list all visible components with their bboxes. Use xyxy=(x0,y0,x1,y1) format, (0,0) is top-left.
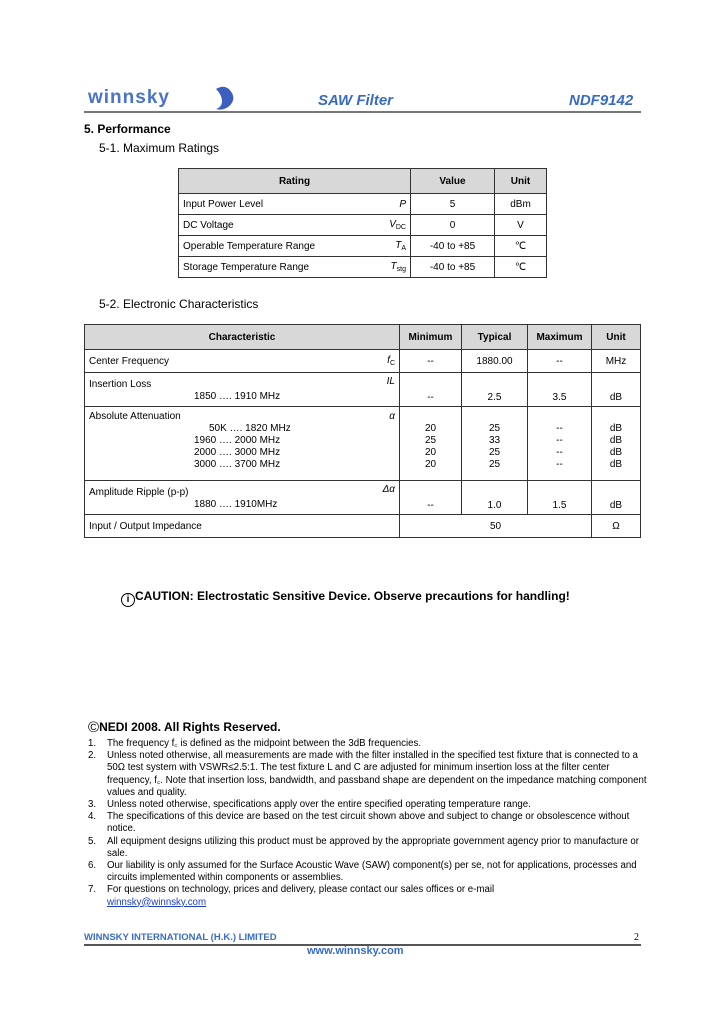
table-row xyxy=(179,194,547,215)
note-item: 4. The specifications of this device are based on the test circuit shown above and subject to change or obsolescence without notice. xyxy=(88,811,630,835)
char-symbol: IL xyxy=(361,373,400,407)
header-divider xyxy=(84,111,641,113)
footer-website-link[interactable]: www.winnsky.com xyxy=(307,945,404,957)
table-row xyxy=(179,257,547,278)
char-symbol: Δα xyxy=(361,481,400,515)
rating-unit: ℃ xyxy=(495,257,547,278)
rating-unit: ℃ xyxy=(495,236,547,257)
char-symbol: α xyxy=(361,407,400,481)
col-characteristic: Characteristic xyxy=(85,325,400,350)
char-unit: dB xyxy=(592,481,641,515)
col-value: Value xyxy=(411,169,495,194)
table-header-row xyxy=(179,169,547,194)
char-max: -- xyxy=(528,350,592,373)
table-row xyxy=(85,515,641,538)
rating-value: 5 xyxy=(411,194,495,215)
table-row xyxy=(85,373,641,407)
char-unit: dB xyxy=(592,373,641,407)
char-name: Amplitude Ripple (p-p) 1880 …. 1910MHz xyxy=(85,481,362,515)
char-min: -- xyxy=(400,481,462,515)
char-max: 1.5 xyxy=(528,481,592,515)
col-minimum: Minimum xyxy=(400,325,462,350)
logo-text: winnsky xyxy=(88,87,170,108)
col-unit: Unit xyxy=(495,169,547,194)
char-unit: MHz xyxy=(592,350,641,373)
logo-swoosh-icon xyxy=(216,87,233,110)
rating-symbol: $T_{stg}$ xyxy=(372,257,411,278)
char-min: 20 25 20 20 xyxy=(400,407,462,481)
subsection-max-ratings: 5-1. Maximum Ratings xyxy=(99,141,220,155)
table-row xyxy=(85,481,641,515)
max-ratings-table xyxy=(178,168,547,278)
note-item: 1. The frequency f꜀ is defined as the midpoint between the 3dB frequencies. xyxy=(88,738,422,749)
part-number: NDF9142 xyxy=(569,92,634,109)
subsection-electronic: 5-2. Electronic Characteristics xyxy=(99,297,259,311)
rating-name: Input Power Level xyxy=(179,194,373,215)
info-circle-icon: i xyxy=(121,593,135,607)
table-row xyxy=(85,407,641,481)
table-row xyxy=(179,215,547,236)
col-typical: Typical xyxy=(462,325,528,350)
rating-symbol: $V_{DC}$ xyxy=(372,215,411,236)
rating-name: DC Voltage xyxy=(179,215,373,236)
footer-company: WINNSKY INTERNATIONAL (H.K.) LIMITED xyxy=(84,932,277,943)
char-typ: 1880.00 xyxy=(462,350,528,373)
char-max: 3.5 xyxy=(528,373,592,407)
col-maximum: Maximum xyxy=(528,325,592,350)
char-name: Input / Output Impedance xyxy=(85,515,400,538)
notes-list xyxy=(88,738,648,909)
char-typ: 1.0 xyxy=(462,481,528,515)
rating-value: -40 to +85 xyxy=(411,257,495,278)
char-min: -- xyxy=(400,350,462,373)
rating-symbol: P xyxy=(372,194,411,215)
rating-value: 0 xyxy=(411,215,495,236)
table-row xyxy=(179,236,547,257)
col-rating: Rating xyxy=(179,169,411,194)
email-link[interactable]: winnsky@winnsky.com xyxy=(107,896,207,908)
copyright-icon: © xyxy=(88,719,100,736)
char-name: Center Frequency xyxy=(85,350,362,373)
col-unit: Unit xyxy=(592,325,641,350)
note-item: 3. Unless noted otherwise, specifications apply over the entire specified operating temperature range. xyxy=(88,799,531,811)
page-number: 2 xyxy=(634,932,639,943)
char-name: Insertion Loss 1850 …. 1910 MHz xyxy=(85,373,362,407)
caution-notice: i CAUTION: Electrostatic Sensitive Device. Observe precautions for handling! xyxy=(121,589,570,607)
rating-symbol: $T_A$ xyxy=(372,236,411,257)
section-heading: 5. Performance xyxy=(84,122,171,136)
rating-unit: V xyxy=(495,215,547,236)
char-symbol: $f_C$ xyxy=(361,350,400,373)
char-unit: Ω xyxy=(592,515,641,538)
table-header-row xyxy=(85,325,641,350)
char-name: Absolute Attenuation 50K …. 1820 MHz 1960 …. 2000 MHz 2000 …. 3000 MHz 3000 …. 3700 MHz xyxy=(85,407,362,481)
char-typ: 25 33 25 25 xyxy=(462,407,528,481)
winnsky-logo xyxy=(88,83,238,113)
note-item: 5. All equipment designs utilizing this product must be approved by the appropriate government agency prior to manufacture or sale. xyxy=(88,835,640,859)
header-title: SAW Filter xyxy=(318,92,394,109)
char-max: -- -- -- -- xyxy=(528,407,592,481)
copyright-notice: ©NEDI 2008. All Rights Reserved. xyxy=(88,719,281,736)
rating-unit: dBm xyxy=(495,194,547,215)
note-item: 2. Unless noted otherwise, all measurements are made with the filter installed in the specified test fixture that is connected to a 50Ω test system with VSWR≤2.5:1. The test fixture L and C are adjusted for minimum insertion loss at the filter center frequency, f꜀. Note that insertion loss, bandwidth, and passband shape are dependent on the impedance matching component values and quality. xyxy=(88,750,647,798)
note-item: 6. Our liability is only assumed for the Surface Acoustic Wave (SAW) component(s) per se, not for applications, processes and circuits implemented within components or assemblies. xyxy=(88,860,637,884)
table-row xyxy=(85,350,641,373)
rating-name: Operable Temperature Range xyxy=(179,236,373,257)
note-item: 7. For questions on technology, prices and delivery, please contact our sales offices or e-mail winnsky@winnsky.com xyxy=(88,884,495,908)
char-value: 50 xyxy=(400,515,592,538)
electronic-characteristics-table xyxy=(84,324,641,538)
char-typ: 2.5 xyxy=(462,373,528,407)
char-unit: dB dB dB dB xyxy=(592,407,641,481)
char-min: -- xyxy=(400,373,462,407)
rating-value: -40 to +85 xyxy=(411,236,495,257)
rating-name: Storage Temperature Range xyxy=(179,257,373,278)
